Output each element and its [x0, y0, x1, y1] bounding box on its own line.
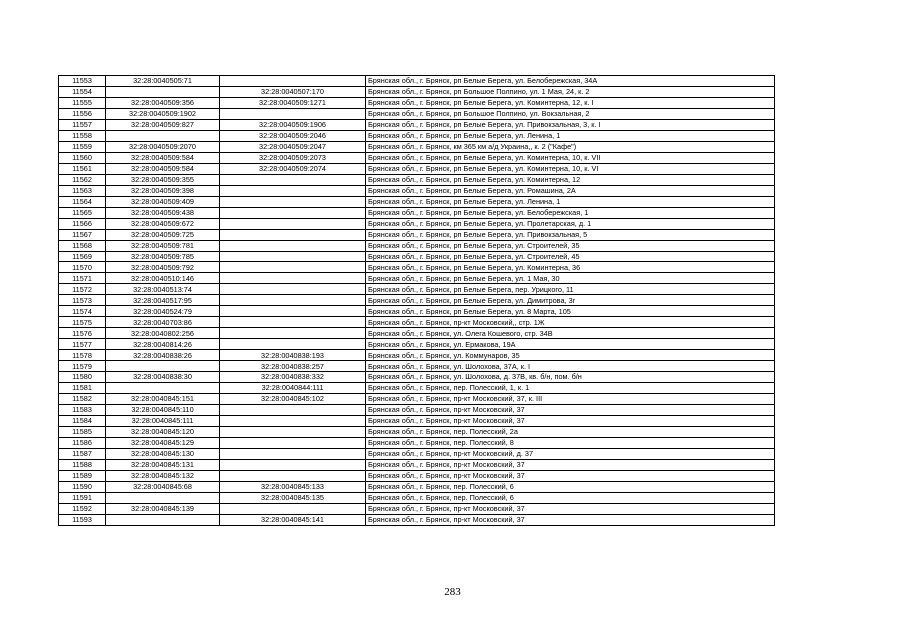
- cadastral-number-cell: 32:28:0040509:584: [106, 152, 220, 163]
- related-cadastral-number-cell: [220, 448, 366, 459]
- cadastral-number-cell: 32:28:0040513:74: [106, 284, 220, 295]
- table-row: [59, 339, 775, 350]
- address-cell: Брянская обл., г. Брянск, рп Белые Берега, ул. Коминтерна, 36: [366, 262, 775, 273]
- property-register-table: [58, 75, 775, 526]
- address-cell: Брянская обл., г. Брянск, рп Большое Полпино, ул. Вокзальная, 2: [366, 108, 775, 119]
- cadastral-number-cell: 32:28:0040509:781: [106, 240, 220, 251]
- row-number-cell: 11590: [59, 481, 106, 492]
- row-number-cell: 11553: [59, 76, 106, 87]
- related-cadastral-number-cell: [220, 240, 366, 251]
- related-cadastral-number-cell: [220, 273, 366, 284]
- table-row: [59, 317, 775, 328]
- table-row: [59, 262, 775, 273]
- address-cell: Брянская обл., г. Брянск, пр-кт Московский, 37: [366, 459, 775, 470]
- related-cadastral-number-cell: 32:28:0040509:1906: [220, 119, 366, 130]
- row-number-cell: 11571: [59, 273, 106, 284]
- table-row: [59, 372, 775, 383]
- address-cell: Брянская обл., г. Брянск, пр-кт Московский, 37: [366, 405, 775, 416]
- row-number-cell: 11586: [59, 437, 106, 448]
- address-cell: Брянская обл., г. Брянск, рп Белые Берега, ул. 8 Марта, 105: [366, 306, 775, 317]
- cadastral-number-cell: [106, 130, 220, 141]
- row-number-cell: 11573: [59, 295, 106, 306]
- table-row: [59, 394, 775, 405]
- related-cadastral-number-cell: [220, 295, 366, 306]
- table-row: [59, 405, 775, 416]
- row-number-cell: 11581: [59, 383, 106, 394]
- cadastral-number-cell: 32:28:0040845:132: [106, 470, 220, 481]
- cadastral-number-cell: 32:28:0040517:95: [106, 295, 220, 306]
- table-row: [59, 350, 775, 361]
- row-number-cell: 11587: [59, 448, 106, 459]
- related-cadastral-number-cell: [220, 416, 366, 427]
- cadastral-number-cell: 32:28:0040838:30: [106, 372, 220, 383]
- row-number-cell: 11591: [59, 492, 106, 503]
- table-row: [59, 383, 775, 394]
- related-cadastral-number-cell: [220, 405, 366, 416]
- row-number-cell: 11578: [59, 350, 106, 361]
- table-row: [59, 416, 775, 427]
- row-number-cell: 11558: [59, 130, 106, 141]
- table-row: [59, 152, 775, 163]
- table-row: [59, 361, 775, 372]
- address-cell: Брянская обл., г. Брянск, пр-кт Московский, д. 37: [366, 448, 775, 459]
- cadastral-number-cell: 32:28:0040509:584: [106, 163, 220, 174]
- page-number: 283: [444, 586, 461, 598]
- cadastral-number-cell: 32:28:0040845:110: [106, 405, 220, 416]
- table-row: [59, 492, 775, 503]
- related-cadastral-number-cell: [220, 470, 366, 481]
- address-cell: Брянская обл., г. Брянск, пр-кт Московский, 37: [366, 514, 775, 525]
- table-row: [59, 163, 775, 174]
- cadastral-number-cell: 32:28:0040509:785: [106, 251, 220, 262]
- row-number-cell: 11582: [59, 394, 106, 405]
- table-row: [59, 119, 775, 130]
- related-cadastral-number-cell: [220, 185, 366, 196]
- table-row: [59, 284, 775, 295]
- cadastral-number-cell: 32:28:0040802:256: [106, 328, 220, 339]
- row-number-cell: 11555: [59, 97, 106, 108]
- related-cadastral-number-cell: [220, 503, 366, 514]
- related-cadastral-number-cell: 32:28:0040509:1271: [220, 97, 366, 108]
- address-cell: Брянская обл., г. Брянск, рп Белые Берега, ул. Привокзальная, 3, к. I: [366, 119, 775, 130]
- row-number-cell: 11560: [59, 152, 106, 163]
- table-row: [59, 229, 775, 240]
- address-cell: Брянская обл., г. Брянск, пер. Полесский, 1, к. 1: [366, 383, 775, 394]
- cadastral-number-cell: [106, 383, 220, 394]
- address-cell: Брянская обл., г. Брянск, рп Белые Берега, ул. Ромашина, 2А: [366, 185, 775, 196]
- table-row: [59, 448, 775, 459]
- related-cadastral-number-cell: [220, 108, 366, 119]
- cadastral-number-cell: [106, 86, 220, 97]
- row-number-cell: 11575: [59, 317, 106, 328]
- address-cell: Брянская обл., г. Брянск, рп Белые Берега, ул. Димитрова, 3г: [366, 295, 775, 306]
- row-number-cell: 11572: [59, 284, 106, 295]
- address-cell: Брянская обл., г. Брянск, рп Белые Берега, ул. 1 Мая, 30: [366, 273, 775, 284]
- address-cell: Брянская обл., г. Брянск, рп Белые Берега, пер. Урицкого, 11: [366, 284, 775, 295]
- row-number-cell: 11567: [59, 229, 106, 240]
- cadastral-number-cell: 32:28:0040524:79: [106, 306, 220, 317]
- related-cadastral-number-cell: 32:28:0040509:2047: [220, 141, 366, 152]
- address-cell: Брянская обл., г. Брянск, рп Белые Берега, ул. Коминтерна, 10, к. VII: [366, 152, 775, 163]
- table-row: [59, 273, 775, 284]
- row-number-cell: 11579: [59, 361, 106, 372]
- cadastral-number-cell: [106, 492, 220, 503]
- address-cell: Брянская обл., г. Брянск, рп Белые Берега, ул. Строителей, 45: [366, 251, 775, 262]
- related-cadastral-number-cell: [220, 174, 366, 185]
- row-number-cell: 11556: [59, 108, 106, 119]
- address-cell: Брянская обл., г. Брянск, рп Белые Берега, ул. Коминтерна, 10, к. VI: [366, 163, 775, 174]
- cadastral-number-cell: 32:28:0040509:1902: [106, 108, 220, 119]
- row-number-cell: 11588: [59, 459, 106, 470]
- table-row: [59, 514, 775, 525]
- address-cell: Брянская обл., г. Брянск, ул. Шолохова, д. 37В, кв. б/н, пом. б/н: [366, 372, 775, 383]
- cadastral-number-cell: 32:28:0040509:792: [106, 262, 220, 273]
- table-row: [59, 130, 775, 141]
- address-cell: Брянская обл., г. Брянск, рп Белые Берега, ул. Ленина, 1: [366, 196, 775, 207]
- related-cadastral-number-cell: 32:28:0040838:332: [220, 372, 366, 383]
- cadastral-number-cell: 32:28:0040509:827: [106, 119, 220, 130]
- related-cadastral-number-cell: [220, 196, 366, 207]
- address-cell: Брянская обл., г. Брянск, рп Белые Берега, ул. Пролетарская, д. 1: [366, 218, 775, 229]
- address-cell: Брянская обл., г. Брянск, рп Большое Полпино, ул. 1 Мая, 24, к. 2: [366, 86, 775, 97]
- related-cadastral-number-cell: 32:28:0040509:2074: [220, 163, 366, 174]
- table-row: [59, 185, 775, 196]
- related-cadastral-number-cell: [220, 76, 366, 87]
- table-row: [59, 97, 775, 108]
- table-row: [59, 86, 775, 97]
- address-cell: Брянская обл., г. Брянск, рп Белые Берега, ул. Коминтерна, 12: [366, 174, 775, 185]
- cadastral-number-cell: 32:28:0040814:26: [106, 339, 220, 350]
- row-number-cell: 11585: [59, 427, 106, 438]
- address-cell: Брянская обл., г. Брянск, рп Белые Берега, ул. Привокзальная, 5: [366, 229, 775, 240]
- cadastral-number-cell: 32:28:0040703:86: [106, 317, 220, 328]
- table-row: [59, 251, 775, 262]
- address-cell: Брянская обл., г. Брянск, рп Белые Берега, ул. Белобережская, 1: [366, 207, 775, 218]
- related-cadastral-number-cell: [220, 218, 366, 229]
- cadastral-number-cell: 32:28:0040845:139: [106, 503, 220, 514]
- related-cadastral-number-cell: [220, 251, 366, 262]
- table-row: [59, 141, 775, 152]
- cadastral-number-cell: 32:28:0040509:2070: [106, 141, 220, 152]
- address-cell: Брянская обл., г. Брянск, пр-кт Московский, 37, к. III: [366, 394, 775, 405]
- row-number-cell: 11570: [59, 262, 106, 273]
- row-number-cell: 11583: [59, 405, 106, 416]
- row-number-cell: 11589: [59, 470, 106, 481]
- table-row: [59, 196, 775, 207]
- row-number-cell: 11584: [59, 416, 106, 427]
- cadastral-number-cell: 32:28:0040509:356: [106, 97, 220, 108]
- row-number-cell: 11574: [59, 306, 106, 317]
- related-cadastral-number-cell: 32:28:0040845:135: [220, 492, 366, 503]
- cadastral-number-cell: 32:28:0040845:130: [106, 448, 220, 459]
- cadastral-number-cell: 32:28:0040509:672: [106, 218, 220, 229]
- table-row: [59, 459, 775, 470]
- address-cell: Брянская обл., г. Брянск, пер. Полесский, 8: [366, 437, 775, 448]
- row-number-cell: 11563: [59, 185, 106, 196]
- address-cell: Брянская обл., г. Брянск, ул. Ермакова, 19А: [366, 339, 775, 350]
- table-row: [59, 207, 775, 218]
- related-cadastral-number-cell: [220, 262, 366, 273]
- related-cadastral-number-cell: 32:28:0040844:111: [220, 383, 366, 394]
- table-row: [59, 437, 775, 448]
- row-number-cell: 11566: [59, 218, 106, 229]
- related-cadastral-number-cell: 32:28:0040845:102: [220, 394, 366, 405]
- address-cell: Брянская обл., г. Брянск, рп Белые Берега, ул. Ленина, 1: [366, 130, 775, 141]
- cadastral-number-cell: 32:28:0040845:151: [106, 394, 220, 405]
- related-cadastral-number-cell: [220, 317, 366, 328]
- address-cell: Брянская обл., г. Брянск, пер. Полесский, 6: [366, 481, 775, 492]
- related-cadastral-number-cell: [220, 306, 366, 317]
- address-cell: Брянская обл., г. Брянск, ул. Коммунаров, 35: [366, 350, 775, 361]
- related-cadastral-number-cell: [220, 437, 366, 448]
- cadastral-number-cell: 32:28:0040845:129: [106, 437, 220, 448]
- related-cadastral-number-cell: [220, 328, 366, 339]
- related-cadastral-number-cell: [220, 427, 366, 438]
- address-cell: Брянская обл., г. Брянск, рп Белые Берега, ул. Белобережская, 34А: [366, 76, 775, 87]
- table-row: [59, 240, 775, 251]
- row-number-cell: 11592: [59, 503, 106, 514]
- row-number-cell: 11576: [59, 328, 106, 339]
- related-cadastral-number-cell: [220, 459, 366, 470]
- cadastral-number-cell: 32:28:0040845:68: [106, 481, 220, 492]
- address-cell: Брянская обл., г. Брянск, пр-кт Московский,, стр. 1Ж: [366, 317, 775, 328]
- cadastral-number-cell: 32:28:0040509:398: [106, 185, 220, 196]
- table-row: [59, 76, 775, 87]
- address-cell: Брянская обл., г. Брянск, пр-кт Московский, 37: [366, 503, 775, 514]
- address-cell: Брянская обл., г. Брянск, пр-кт Московский, 37: [366, 470, 775, 481]
- cadastral-number-cell: 32:28:0040510:146: [106, 273, 220, 284]
- table-row: [59, 108, 775, 119]
- row-number-cell: 11569: [59, 251, 106, 262]
- row-number-cell: 11593: [59, 514, 106, 525]
- table-row: [59, 218, 775, 229]
- related-cadastral-number-cell: 32:28:0040838:257: [220, 361, 366, 372]
- related-cadastral-number-cell: 32:28:0040507:170: [220, 86, 366, 97]
- row-number-cell: 11568: [59, 240, 106, 251]
- cadastral-number-cell: 32:28:0040509:438: [106, 207, 220, 218]
- related-cadastral-number-cell: [220, 229, 366, 240]
- table-row: [59, 295, 775, 306]
- row-number-cell: 11565: [59, 207, 106, 218]
- cadastral-number-cell: 32:28:0040845:111: [106, 416, 220, 427]
- address-cell: Брянская обл., г. Брянск, рп Белые Берега, ул. Коминтерна, 12, к. I: [366, 97, 775, 108]
- table-row: [59, 503, 775, 514]
- address-cell: Брянская обл., г. Брянск, пер. Полесский, 6: [366, 492, 775, 503]
- address-cell: Брянская обл., г. Брянск, пер. Полесский, 2а: [366, 427, 775, 438]
- row-number-cell: 11564: [59, 196, 106, 207]
- cadastral-number-cell: 32:28:0040845:120: [106, 427, 220, 438]
- table-row: [59, 427, 775, 438]
- cadastral-number-cell: [106, 514, 220, 525]
- related-cadastral-number-cell: 32:28:0040509:2046: [220, 130, 366, 141]
- table-body: [59, 76, 775, 526]
- related-cadastral-number-cell: 32:28:0040838:193: [220, 350, 366, 361]
- cadastral-number-cell: [106, 361, 220, 372]
- row-number-cell: 11577: [59, 339, 106, 350]
- address-cell: Брянская обл., г. Брянск, км 365 км а/д Украина,, к. 2 ("Кафе"): [366, 141, 775, 152]
- related-cadastral-number-cell: [220, 284, 366, 295]
- address-cell: Брянская обл., г. Брянск, ул. Олега Кошевого, стр. 34В: [366, 328, 775, 339]
- row-number-cell: 11554: [59, 86, 106, 97]
- row-number-cell: 11561: [59, 163, 106, 174]
- cadastral-number-cell: 32:28:0040509:409: [106, 196, 220, 207]
- table-row: [59, 470, 775, 481]
- cadastral-number-cell: 32:28:0040845:131: [106, 459, 220, 470]
- table-row: [59, 174, 775, 185]
- cadastral-number-cell: 32:28:0040505:71: [106, 76, 220, 87]
- cadastral-number-cell: 32:28:0040509:725: [106, 229, 220, 240]
- row-number-cell: 11559: [59, 141, 106, 152]
- related-cadastral-number-cell: [220, 339, 366, 350]
- address-cell: Брянская обл., г. Брянск, рп Белые Берега, ул. Строителей, 35: [366, 240, 775, 251]
- row-number-cell: 11557: [59, 119, 106, 130]
- cadastral-number-cell: 32:28:0040838:26: [106, 350, 220, 361]
- table-row: [59, 481, 775, 492]
- address-cell: Брянская обл., г. Брянск, ул. Шолохова, 37А, к. I: [366, 361, 775, 372]
- related-cadastral-number-cell: 32:28:0040845:133: [220, 481, 366, 492]
- address-cell: Брянская обл., г. Брянск, пр-кт Московский, 37: [366, 416, 775, 427]
- related-cadastral-number-cell: 32:28:0040845:141: [220, 514, 366, 525]
- related-cadastral-number-cell: 32:28:0040509:2073: [220, 152, 366, 163]
- table-row: [59, 328, 775, 339]
- cadastral-number-cell: 32:28:0040509:355: [106, 174, 220, 185]
- row-number-cell: 11580: [59, 372, 106, 383]
- related-cadastral-number-cell: [220, 207, 366, 218]
- row-number-cell: 11562: [59, 174, 106, 185]
- table-row: [59, 306, 775, 317]
